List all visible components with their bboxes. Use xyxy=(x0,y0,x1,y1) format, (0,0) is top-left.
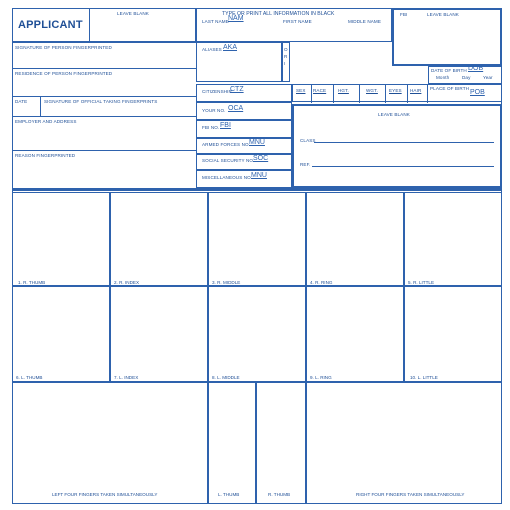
ori-label: O R I xyxy=(284,47,288,66)
type-or-print-instruction: TYPE OR PRINT ALL INFORMATION IN BLACK xyxy=(222,11,335,17)
place-of-birth-label: PLACE OF BIRTH xyxy=(430,86,470,91)
r-thumb-label: 1. R. THUMB xyxy=(18,280,46,285)
employer-label: EMPLOYER AND ADDRESS xyxy=(15,119,77,124)
last-name-label: LAST NAME xyxy=(202,19,229,24)
misc-no-value: MNU xyxy=(251,172,267,179)
l-little-label: 10. L. LITTLE xyxy=(410,375,438,380)
r-index-box[interactable] xyxy=(110,192,208,286)
class-line xyxy=(314,142,494,143)
ref-line xyxy=(312,166,494,167)
l-index-label: 7. L. INDEX xyxy=(114,375,139,380)
r-thumb-plain-box[interactable] xyxy=(256,382,306,504)
pob-value: POB xyxy=(470,89,485,96)
r-thumb-box[interactable] xyxy=(12,192,110,286)
year-label: Year xyxy=(483,75,493,80)
r-index-label: 2. R. INDEX xyxy=(114,280,140,285)
l-thumb-label: 6. L. THUMB xyxy=(16,375,43,380)
fbi-no-value: FBI xyxy=(220,122,231,129)
applicant-title: APPLICANT xyxy=(18,19,83,31)
fbi-header-label: FBI xyxy=(400,12,408,17)
signature-fingerprinted-label: SIGNATURE OF PERSON FINGERPRINTED xyxy=(15,45,112,50)
last-name-value: NAM xyxy=(228,15,244,22)
l-thumb-box[interactable] xyxy=(12,286,110,382)
r-little-box[interactable] xyxy=(404,192,502,286)
r-middle-box[interactable] xyxy=(208,192,306,286)
leave-blank-label: LEAVE BLANK xyxy=(117,11,149,16)
misc-no-label: MISCELLANEOUS NO. xyxy=(202,175,253,180)
l-thumb-plain-box[interactable] xyxy=(208,382,256,504)
sex-label: SEX xyxy=(296,88,306,93)
l-thumb-plain-label: L. THUMB xyxy=(218,492,240,497)
name-field[interactable] xyxy=(196,8,392,42)
r-ring-label: 4. R. RING xyxy=(310,280,333,285)
section-divider xyxy=(12,188,502,191)
citizenship-value: CTZ xyxy=(230,86,244,93)
hair-label: HAIR xyxy=(410,88,422,93)
leave-blank-classification-label: LEAVE BLANK xyxy=(378,112,410,117)
citizenship-label: CITIZENSHIP xyxy=(202,89,232,94)
month-label: Month xyxy=(436,75,450,80)
armed-forces-value: MNU xyxy=(249,139,265,146)
your-no-label: YOUR NO. xyxy=(202,108,226,113)
day-label: Day xyxy=(462,75,471,80)
race-label: RACE xyxy=(313,88,327,93)
wgt-label: WGT. xyxy=(366,88,378,93)
reason-label: REASON FINGERPRINTED xyxy=(15,153,76,158)
leave-blank-top-right-label: LEAVE BLANK xyxy=(427,12,459,17)
r-ring-box[interactable] xyxy=(306,192,404,286)
left-four-box[interactable] xyxy=(12,382,208,504)
r-middle-label: 3. R. MIDDLE xyxy=(212,280,241,285)
social-security-value: SOC xyxy=(253,155,269,162)
ref-label: REF. xyxy=(300,162,311,167)
residence-label: RESIDENCE OF PERSON FINGERPRINTED xyxy=(15,71,113,76)
right-four-label: RIGHT FOUR FINGERS TAKEN SIMULTANEOUSLY xyxy=(356,492,465,497)
l-ring-box[interactable] xyxy=(306,286,404,382)
eyes-label: EYES xyxy=(389,88,402,93)
social-security-label: SOCIAL SECURITY NO. xyxy=(202,158,255,163)
your-no-value: OCA xyxy=(228,105,244,112)
date-of-birth-label: DATE OF BIRTH xyxy=(431,68,467,73)
l-middle-label: 8. L. MIDDLE xyxy=(212,375,240,380)
middle-name-label: MIDDLE NAME xyxy=(348,19,382,24)
signature-official-label: SIGNATURE OF OFFICIAL TAKING FINGERPRINTS xyxy=(44,99,158,104)
armed-forces-label: ARMED FORCES NO. xyxy=(202,142,251,147)
l-little-box[interactable] xyxy=(404,286,502,382)
first-name-label: FIRST NAME xyxy=(283,19,312,24)
aliases-label: ALIASES xyxy=(202,47,222,52)
hgt-label: HGT. xyxy=(338,88,349,93)
aliases-value: AKA xyxy=(223,44,238,51)
date-label: DATE xyxy=(15,99,28,104)
l-middle-box[interactable] xyxy=(208,286,306,382)
l-ring-label: 9. L. RING xyxy=(310,375,332,380)
right-four-box[interactable] xyxy=(306,382,502,504)
fbi-no-label: FBI NO. xyxy=(202,125,220,130)
class-label: CLASS xyxy=(300,138,316,143)
l-index-box[interactable] xyxy=(110,286,208,382)
r-little-label: 5. R. LITTLE xyxy=(408,280,435,285)
left-four-label: LEFT FOUR FINGERS TAKEN SIMULTANEOUSLY xyxy=(52,492,158,497)
dob-value: DOB xyxy=(468,65,484,72)
r-thumb-plain-label: R. THUMB xyxy=(268,492,291,497)
